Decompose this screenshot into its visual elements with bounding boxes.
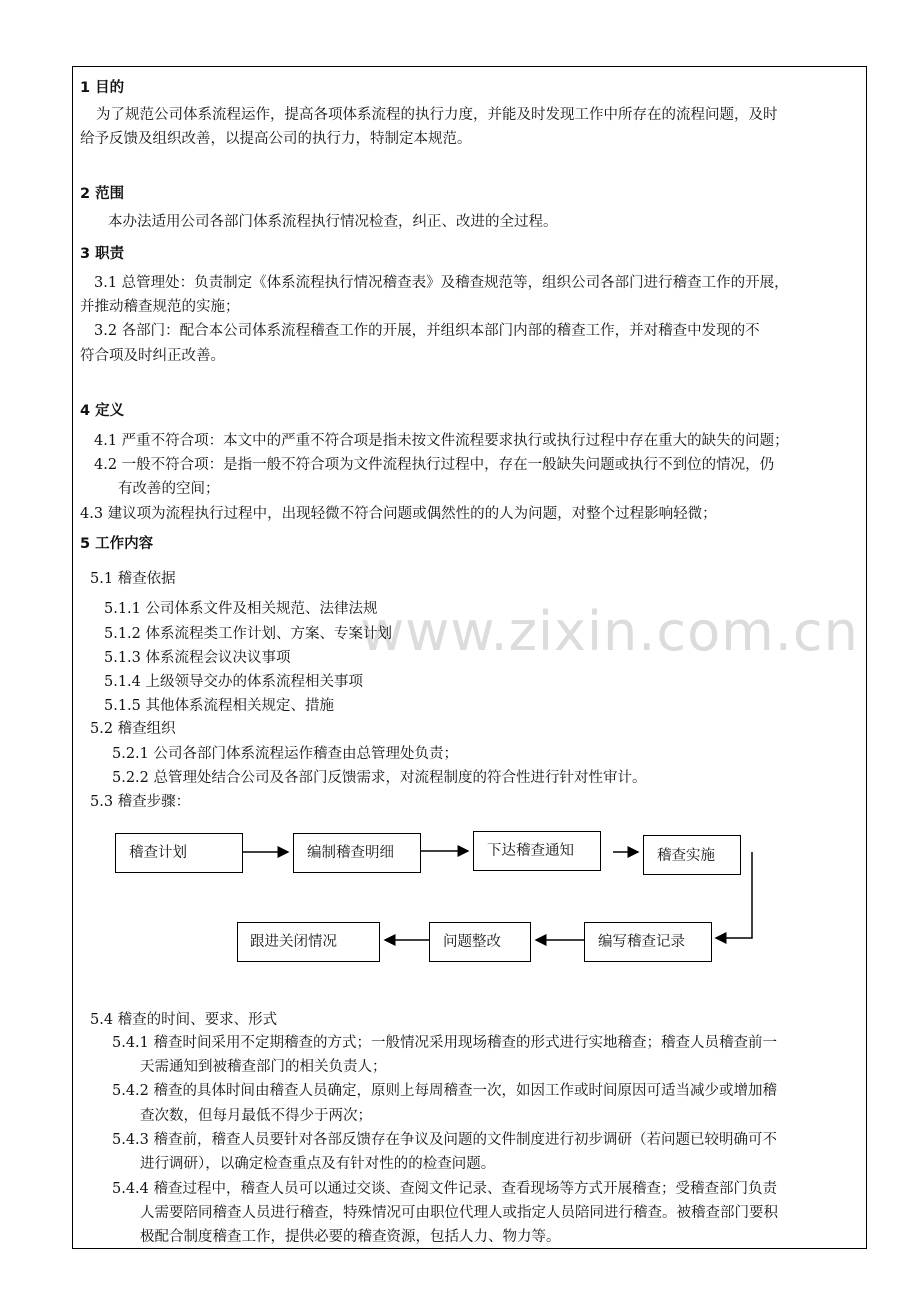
- section-4-heading: 4 定义: [80, 403, 125, 419]
- section-4-def-2-line-1: 4.2 一般不符合项：是指一般不符合项为文件流程执行过程中，存在一般缺失问题或执行不到位的情况，仍: [94, 457, 775, 473]
- section-5-4-2-line-2: 查次数，但每月最低不得少于两次；: [140, 1108, 372, 1124]
- flow-step-execute: 稽查实施: [643, 835, 741, 875]
- watermark: www.zixin.com.cn: [360, 600, 859, 663]
- section-3-heading: 3 职责: [80, 246, 125, 262]
- section-4-def-2-line-2: 有改善的空间；: [118, 481, 220, 497]
- section-2-para: 本办法适用公司各部门体系流程执行情况检查，纠正、改进的全过程。: [108, 214, 558, 230]
- section-5-3-title: 5.3 稽查步骤：: [90, 794, 191, 810]
- section-3-item-2-line-1: 3.2 各部门：配合本公司体系流程稽查工作的开展，并组织本部门内部的稽查工作，并对稽查中发现的不: [94, 323, 760, 339]
- section-5-2-2: 5.2.2 总管理处结合公司及各部门反馈需求，对流程制度的符合性进行针对性审计。: [112, 770, 647, 786]
- flow-step-record: 编写稽查记录: [584, 922, 712, 962]
- flow-step-plan: 稽查计划: [115, 833, 243, 873]
- section-5-1-5: 5.1.5 其他体系流程相关规定、措施: [104, 698, 335, 714]
- section-5-4-2-line-1: 5.4.2 稽查的具体时间由稽查人员确定，原则上每周稽查一次，如因工作或时间原因可适当减少或增加稽: [112, 1083, 777, 1099]
- section-5-4-4-line-2: 人需要陪同稽查人员进行稽查，特殊情况可由职位代理人或指定人员陪同进行稽查。被稽查部门要积: [140, 1205, 778, 1221]
- section-5-1-title: 5.1 稽查依据: [90, 571, 176, 587]
- section-5-4-1-line-1: 5.4.1 稽查时间采用不定期稽查的方式；一般情况采用现场稽查的形式进行实地稽查；稽查人员稽查前一: [112, 1035, 777, 1051]
- section-4-def-1: 4.1 严重不符合项：本文中的严重不符合项是指未按文件流程要求执行或执行过程中存在重大的缺失的问题；: [94, 433, 789, 449]
- section-5-1-4: 5.1.4 上级领导交办的体系流程相关事项: [104, 674, 364, 690]
- section-5-1-1: 5.1.1 公司体系文件及相关规范、法律法规: [104, 601, 378, 617]
- section-3-item-2-line-2: 符合项及时纠正改善。: [80, 348, 225, 364]
- section-5-4-3-line-1: 5.4.3 稽查前，稽查人员要针对各部反馈存在争议及问题的文件制度进行初步调研（若问题已较明确可不: [112, 1132, 777, 1148]
- section-1-para-line-2: 给予反馈及组织改善，以提高公司的执行力，特制定本规范。: [80, 131, 472, 147]
- section-3-item-1-line-2: 并推动稽查规范的实施；: [80, 299, 240, 315]
- section-1-para-line-1: 为了规范公司体系流程运作，提高各项体系流程的执行力度，并能及时发现工作中所存在的流程问题，及时: [96, 107, 778, 123]
- section-5-4-4-line-1: 5.4.4 稽查过程中，稽查人员可以通过交谈、查阅文件记录、查看现场等方式开展稽查；受稽查部门负责: [112, 1181, 777, 1197]
- section-5-4-3-line-2: 进行调研），以确定检查重点及有针对性的的检查问题。: [140, 1156, 496, 1172]
- section-4-def-3: 4.3 建议项为流程执行过程中，出现轻微不符合问题或偶然性的的人为问题，对整个过程影响轻微；: [80, 506, 717, 522]
- section-1-heading: 1 目的: [80, 80, 125, 96]
- section-5-2-1: 5.2.1 公司各部门体系流程运作稽查由总管理处负责；: [112, 746, 459, 762]
- flow-step-compile: 编制稽查明细: [293, 833, 421, 873]
- section-5-2-title: 5.2 稽查组织: [90, 721, 176, 737]
- section-5-1-3: 5.1.3 体系流程会议决议事项: [104, 650, 291, 666]
- flow-step-followup: 跟进关闭情况: [237, 922, 380, 962]
- section-2-heading: 2 范围: [80, 186, 125, 202]
- section-5-1-2: 5.1.2 体系流程类工作计划、方案、专案计划: [104, 626, 393, 642]
- section-3-item-1-line-1: 3.1 总管理处：负责制定《体系流程执行情况稽查表》及稽查规范等，组织公司各部门进行稽查工作的开展，: [94, 275, 789, 291]
- section-5-4-title: 5.4 稽查的时间、要求、形式: [90, 1012, 278, 1028]
- section-5-4-1-line-2: 天需通知到被稽查部门的相关负责人；: [140, 1059, 387, 1075]
- flow-step-notice: 下达稽查通知: [473, 831, 601, 871]
- flow-step-rectify: 问题整改: [429, 922, 531, 962]
- section-5-4-4-line-3: 极配合制度稽查工作，提供必要的稽查资源，包括人力、物力等。: [140, 1229, 561, 1245]
- section-5-heading: 5 工作内容: [80, 536, 154, 552]
